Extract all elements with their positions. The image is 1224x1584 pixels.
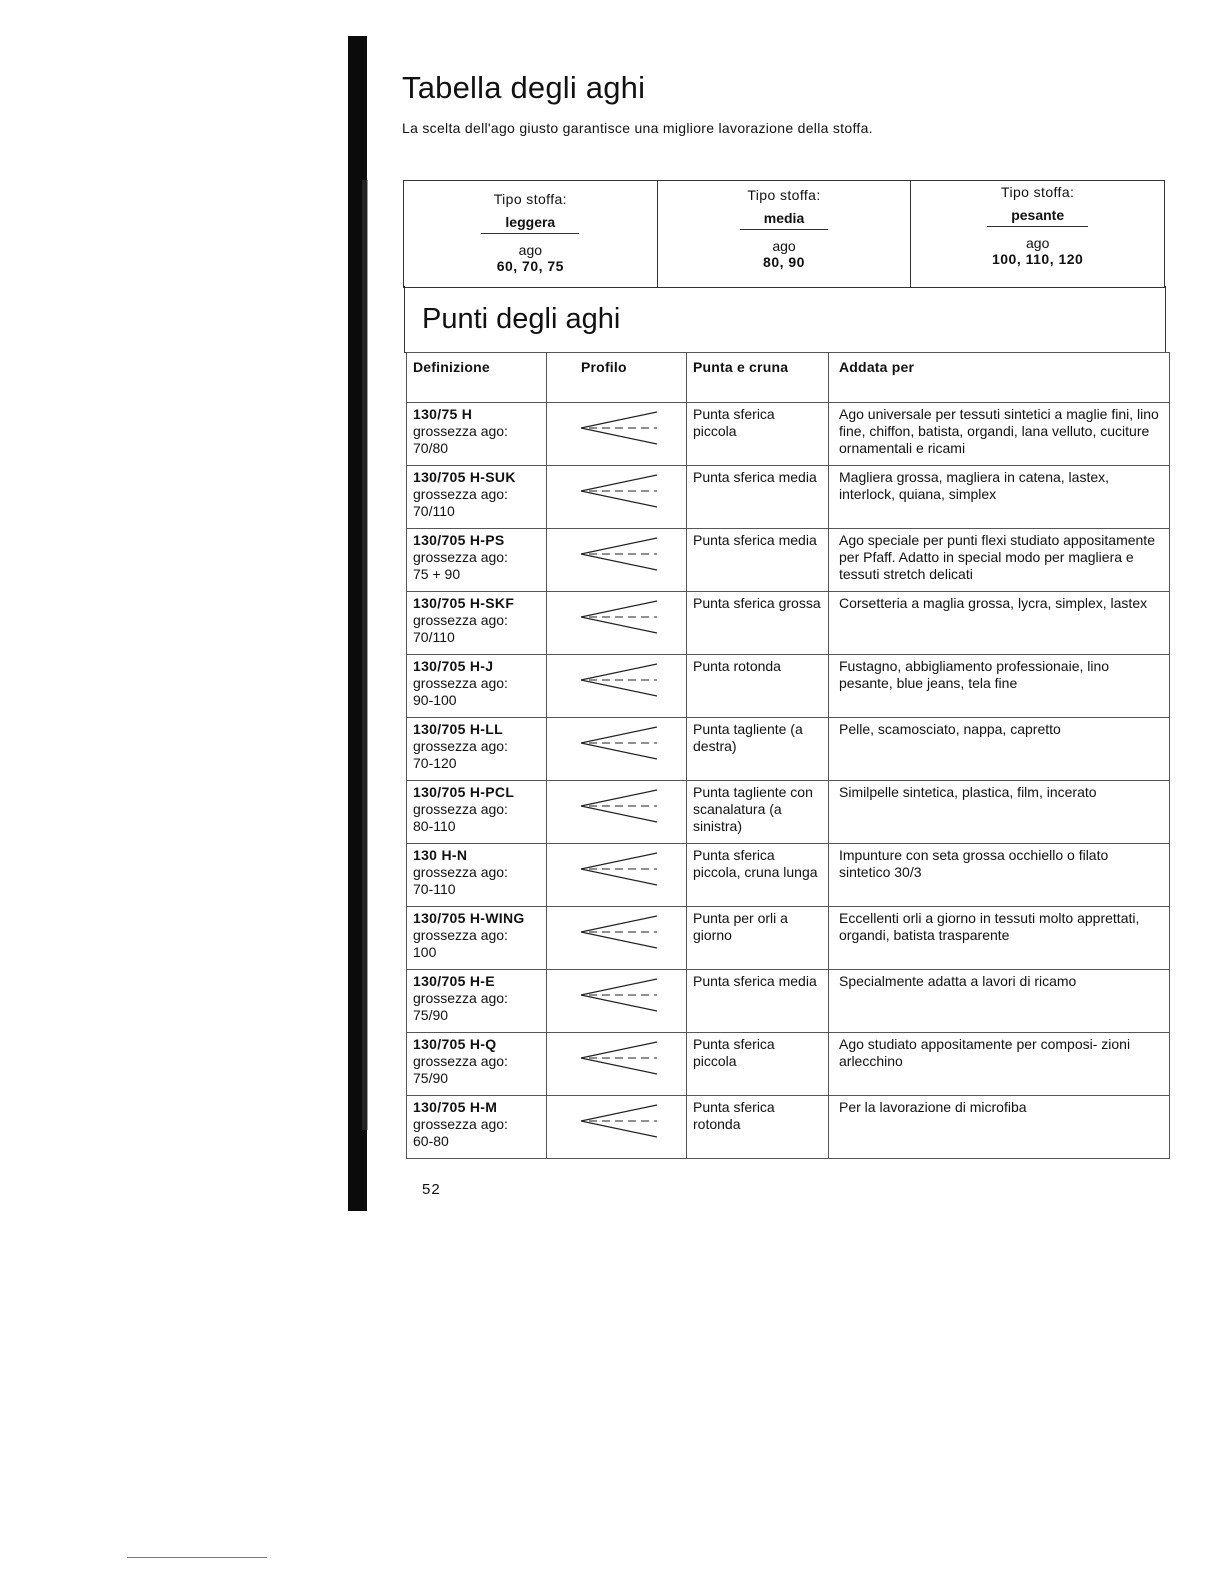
needle-size: 70/110 xyxy=(413,629,455,645)
size-label: grossezza ago: xyxy=(413,801,508,817)
needle-suitable-for: Impunture con seta grossa occhiello o filato sintetico 30/3 xyxy=(829,844,1170,907)
needle-definition xyxy=(407,1033,547,1096)
table-row xyxy=(407,592,1170,655)
needle-profile-icon xyxy=(567,406,667,450)
fabric-label: Tipo stoffa: xyxy=(493,191,567,207)
size-label: grossezza ago: xyxy=(413,549,508,565)
fabric-type: media xyxy=(740,210,828,230)
size-label: grossezza ago: xyxy=(413,738,508,754)
header-definizione: Definizione xyxy=(407,353,547,403)
needle-suitable-for: Corsetteria a maglia grossa, lycra, simplex, lastex xyxy=(829,592,1170,655)
needle-suitable-for: Magliera grossa, magliera in catena, lastex, interlock, quiana, simplex xyxy=(829,466,1170,529)
size-label: grossezza ago: xyxy=(413,612,508,628)
profile-cell xyxy=(547,970,687,1033)
needle-point-type: Punta per orli a giorno xyxy=(687,907,829,970)
needle-code: 130/705 H-Q xyxy=(413,1036,497,1052)
needle-code: 130/705 H-PS xyxy=(413,532,505,548)
needle-profile-icon xyxy=(567,973,667,1017)
needle-point-type: Punta sferica piccola xyxy=(687,1033,829,1096)
needle-definition xyxy=(407,718,547,781)
table-header-row xyxy=(407,353,1170,403)
table-row xyxy=(407,403,1170,466)
profile-cell xyxy=(547,907,687,970)
needle-definition xyxy=(407,781,547,844)
size-label: grossezza ago: xyxy=(413,675,508,691)
needle-point-type: Punta sferica rotonda xyxy=(687,1096,829,1159)
table-row xyxy=(407,844,1170,907)
needle-profile-icon xyxy=(567,1099,667,1143)
needle-suitable-for: Similpelle sintetica, plastica, film, incerato xyxy=(829,781,1170,844)
needle-profile-icon xyxy=(567,784,667,828)
profile-cell xyxy=(547,466,687,529)
table-row xyxy=(407,718,1170,781)
fabric-type: leggera xyxy=(481,214,579,234)
needle-point-type: Punta sferica piccola xyxy=(687,403,829,466)
needle-size: 100 xyxy=(413,944,437,960)
needle-profile-icon xyxy=(567,847,667,891)
needle-suitable-for: Ago universale per tessuti sintetici a maglie fini, lino fine, chiffon, batista, organdi, lana velluto, cuciture ornamentali e ricami xyxy=(829,403,1170,466)
fabric-type: pesante xyxy=(987,207,1088,227)
needle-definition xyxy=(407,970,547,1033)
fabric-label: Tipo stoffa: xyxy=(1001,184,1075,200)
size-label: grossezza ago: xyxy=(413,990,508,1006)
profile-cell xyxy=(547,1033,687,1096)
size-label: grossezza ago: xyxy=(413,1116,508,1132)
needle-suitable-for: Eccellenti orli a giorno in tessuti molto apprettati, organdi, batista trasparente xyxy=(829,907,1170,970)
profile-cell xyxy=(547,529,687,592)
needle-code: 130/705 H-E xyxy=(413,973,495,989)
needle-definition xyxy=(407,529,547,592)
needle-profile-icon xyxy=(567,658,667,702)
needle-size: 75 + 90 xyxy=(413,566,461,582)
table-row xyxy=(407,655,1170,718)
needle-size: 75/90 xyxy=(413,1070,449,1086)
needle-definition xyxy=(407,844,547,907)
needle-code: 130/75 H xyxy=(413,406,473,422)
needle-size: 80-110 xyxy=(413,818,456,834)
fabric-col-light xyxy=(404,181,658,287)
needle-definition xyxy=(407,907,547,970)
needle-size: 70-120 xyxy=(413,755,457,771)
needle-suitable-for: Ago speciale per punti flexi studiato appositamente per Pfaff. Adatto in special modo per magliera e tessuti stretch delicati xyxy=(829,529,1170,592)
fabric-table xyxy=(403,180,1165,288)
header-profilo: Profilo xyxy=(547,353,687,403)
needle-definition xyxy=(407,403,547,466)
ago-label: ago xyxy=(1026,235,1050,251)
needle-point-type: Punta sferica media xyxy=(687,970,829,1033)
needle-code: 130/705 H-PCL xyxy=(413,784,515,800)
profile-cell xyxy=(547,718,687,781)
table-row xyxy=(407,907,1170,970)
size-label: grossezza ago: xyxy=(413,927,508,943)
ago-label: ago xyxy=(772,238,796,254)
needle-point-type: Punta sferica media xyxy=(687,529,829,592)
needle-code: 130/705 H-SKF xyxy=(413,595,515,611)
needle-definition xyxy=(407,466,547,529)
needle-suitable-for: Per la lavorazione di microfiba xyxy=(829,1096,1170,1159)
needle-sizes: 80, 90 xyxy=(763,254,805,270)
needle-definition xyxy=(407,1096,547,1159)
fabric-label: Tipo stoffa: xyxy=(747,187,821,203)
needle-size: 70/110 xyxy=(413,503,455,519)
profile-cell xyxy=(547,655,687,718)
needle-definition xyxy=(407,592,547,655)
needle-size: 60-80 xyxy=(413,1133,449,1149)
needle-suitable-for: Fustagno, abbigliamento professionaie, lino pesante, blue jeans, tela fine xyxy=(829,655,1170,718)
ago-label: ago xyxy=(518,242,543,258)
needle-point-type: Punta tagliente (a destra) xyxy=(687,718,829,781)
footer-line xyxy=(127,1557,267,1558)
needle-profile-icon xyxy=(567,595,667,639)
table-row xyxy=(407,529,1170,592)
needle-profile-icon xyxy=(567,469,667,513)
profile-cell xyxy=(547,592,687,655)
needle-suitable-for: Specialmente adatta a lavori di ricamo xyxy=(829,970,1170,1033)
needle-profile-icon xyxy=(567,532,667,576)
section-title: Punti degli aghi xyxy=(422,303,621,335)
needle-profile-icon xyxy=(567,721,667,765)
table-row xyxy=(407,1096,1170,1159)
profile-cell xyxy=(547,781,687,844)
needle-profile-icon xyxy=(567,1036,667,1080)
profile-cell xyxy=(547,1096,687,1159)
needle-definition xyxy=(407,655,547,718)
needle-size: 75/90 xyxy=(413,1007,449,1023)
needle-point-type: Punta rotonda xyxy=(687,655,829,718)
fabric-col-medium xyxy=(658,181,912,287)
intro-text: La scelta dell'ago giusto garantisce una migliore lavorazione della stoffa. xyxy=(402,120,873,136)
binding-shadow xyxy=(362,180,368,1130)
needle-point-type: Punta sferica media xyxy=(687,466,829,529)
needle-suitable-for: Ago studiato appositamente per composi- zioni arlecchino xyxy=(829,1033,1170,1096)
needle-profile-icon xyxy=(567,910,667,954)
profile-cell xyxy=(547,844,687,907)
needle-sizes: 60, 70, 75 xyxy=(496,258,564,274)
needle-suitable-for: Pelle, scamosciato, nappa, capretto xyxy=(829,718,1170,781)
fabric-col-heavy xyxy=(911,181,1164,287)
header-punta: Punta e cruna xyxy=(687,353,829,403)
table-row xyxy=(407,1033,1170,1096)
needle-code: 130/705 H-LL xyxy=(413,721,503,737)
needle-size: 90-100 xyxy=(413,692,457,708)
size-label: grossezza ago: xyxy=(413,864,508,880)
needle-sizes: 100, 110, 120 xyxy=(991,251,1084,267)
page-number: 52 xyxy=(422,1181,441,1198)
table-row xyxy=(407,970,1170,1033)
needle-code: 130/705 H-M xyxy=(413,1099,498,1115)
page-title: Tabella degli aghi xyxy=(402,70,646,105)
needle-code: 130 H-N xyxy=(413,847,468,863)
needle-code: 130/705 H-SUK xyxy=(413,469,516,485)
needle-size: 70-110 xyxy=(413,881,456,897)
size-label: grossezza ago: xyxy=(413,423,508,439)
needle-point-type: Punta sferica piccola, cruna lunga xyxy=(687,844,829,907)
size-label: grossezza ago: xyxy=(413,486,508,502)
size-label: grossezza ago: xyxy=(413,1053,508,1069)
table-row xyxy=(407,466,1170,529)
needle-code: 130/705 H-J xyxy=(413,658,494,674)
needle-size: 70/80 xyxy=(413,440,449,456)
needle-points-table xyxy=(406,352,1170,1159)
needle-code: 130/705 H-WING xyxy=(413,910,525,926)
header-adatta: Addata per xyxy=(829,353,1170,403)
needle-point-type: Punta tagliente con scanalatura (a sinistra) xyxy=(687,781,829,844)
profile-cell xyxy=(547,403,687,466)
needle-point-type: Punta sferica grossa xyxy=(687,592,829,655)
table-row xyxy=(407,781,1170,844)
